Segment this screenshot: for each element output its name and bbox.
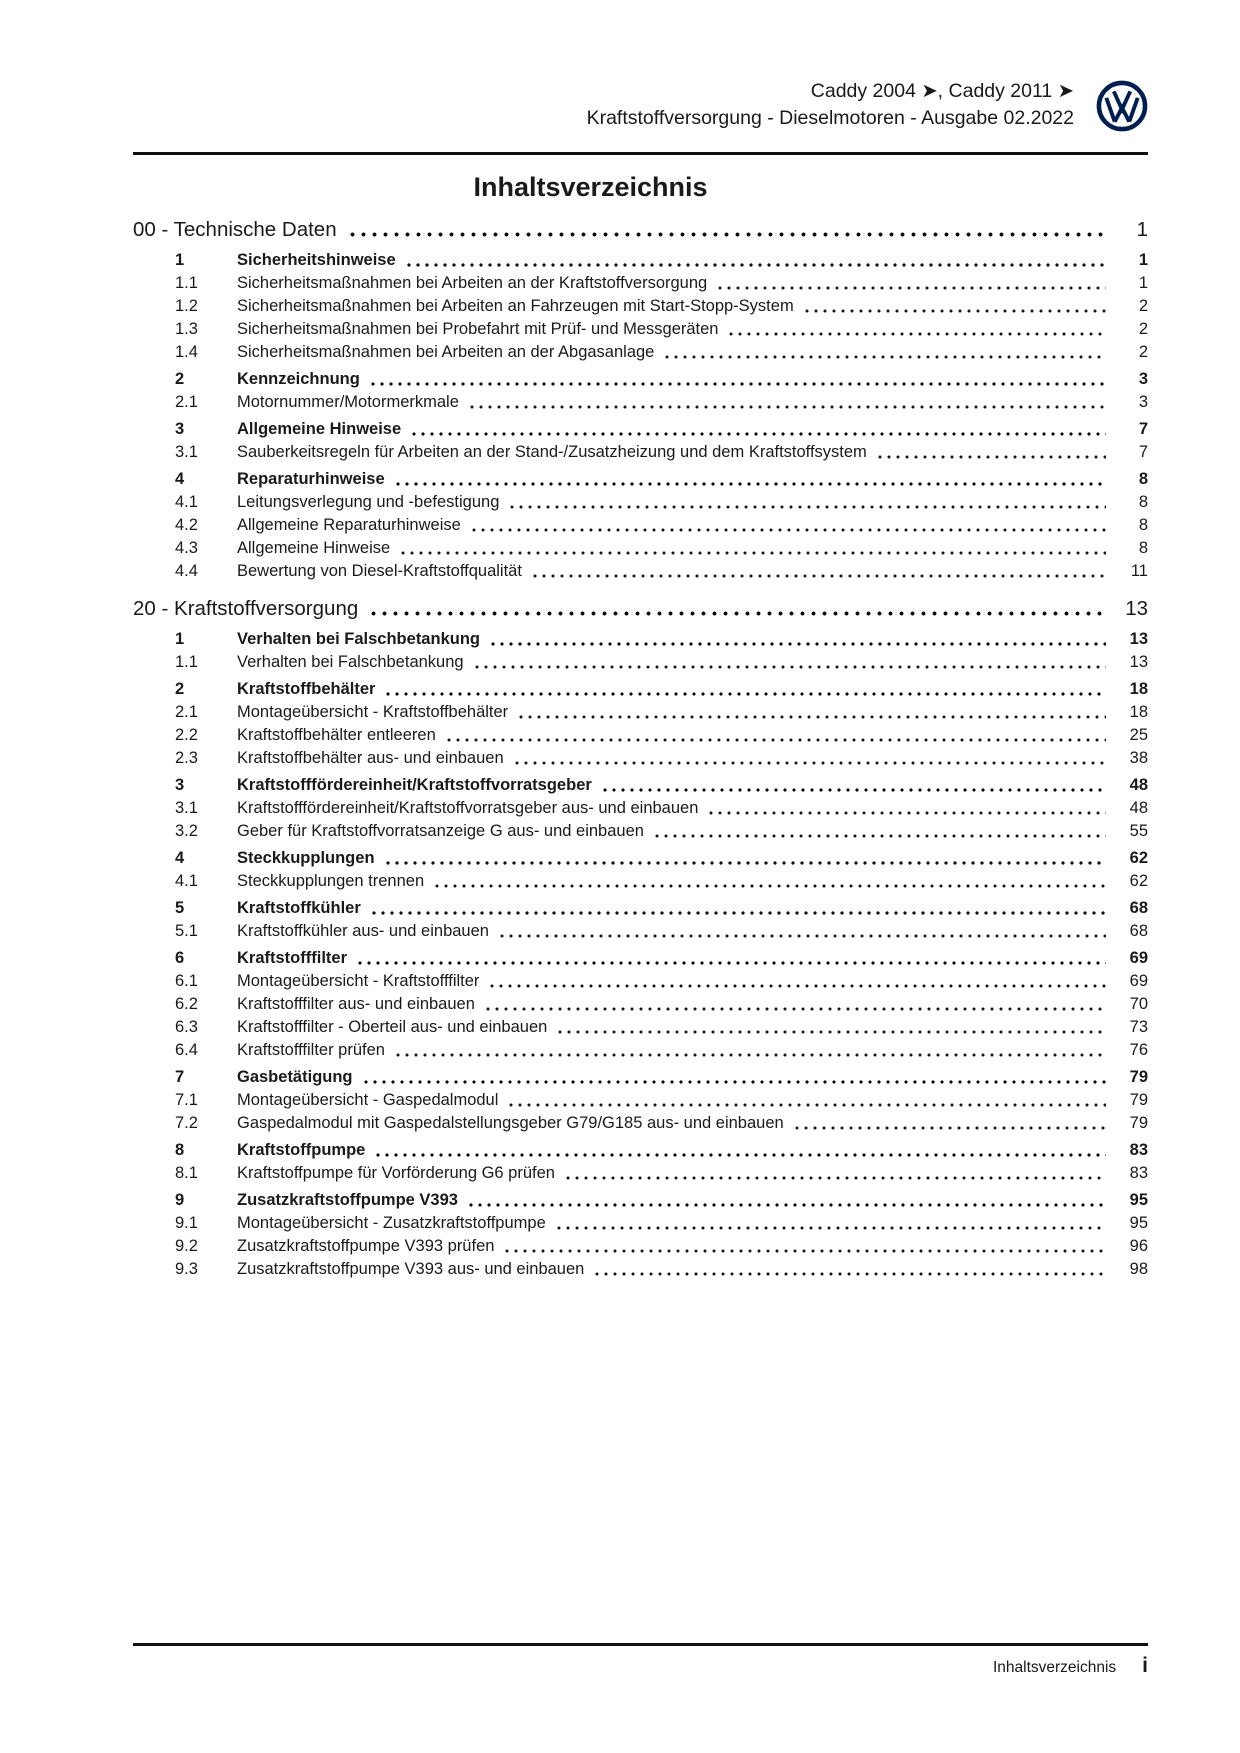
entry-page: 95: [1129, 1214, 1148, 1232]
toc-entry: [133, 1112, 1148, 1135]
entry-label: Sicherheitsmaßnahmen bei Arbeiten an der Abgasanlage: [237, 343, 655, 361]
entry-label: Kraftstoffkühler: [237, 899, 361, 917]
entry-page: 11: [1130, 562, 1148, 580]
toc-entry: [133, 391, 1148, 414]
entry-label: Zusatzkraftstoffpumpe V393 aus- und einbauen: [237, 1260, 585, 1278]
entry-label: Verhalten bei Falschbetankung: [237, 653, 464, 671]
dot-leader: [709, 810, 1106, 816]
entry-page: 18: [1129, 680, 1148, 698]
toc-entry: [133, 318, 1148, 341]
entry-page: 2: [1138, 343, 1148, 361]
toc-entry: [133, 249, 1148, 272]
entry-page: 79: [1129, 1068, 1148, 1086]
entry-num: 2.1: [175, 393, 198, 411]
entry-label: Sicherheitshinweise: [237, 251, 396, 269]
entry-page: 55: [1129, 822, 1148, 840]
entry-num: 5: [175, 899, 185, 917]
entry-page: 96: [1129, 1237, 1148, 1255]
entry-page: 76: [1129, 1041, 1148, 1059]
entry-label: Gaspedalmodul mit Gaspedalstellungsgeber G79/G185 aus- und einbauen: [237, 1114, 784, 1132]
entry-label: Kennzeichnung: [237, 370, 360, 388]
entry-num: 8.1: [175, 1164, 198, 1182]
entry-num: 4.1: [175, 872, 198, 890]
entry-page: 79: [1129, 1091, 1148, 1109]
entry-label: Sauberkeitsregeln für Arbeiten an der Stand-/Zusatzheizung und dem Kraftstoffsystem: [237, 443, 867, 461]
entry-page: 1: [1138, 251, 1148, 269]
entry-page: 95: [1129, 1191, 1148, 1209]
toc-entry: [133, 1258, 1148, 1281]
entry-label: Steckkupplungen trennen: [237, 872, 425, 890]
entry-num: 2.1: [175, 703, 198, 721]
entry-label: Allgemeine Hinweise: [237, 420, 402, 438]
entry-label: Zusatzkraftstoffpumpe V393: [237, 1191, 458, 1209]
entry-page: 70: [1129, 995, 1148, 1013]
footer-divider: [133, 1643, 1148, 1646]
entry-page: 3: [1138, 370, 1148, 388]
dot-leader: [364, 1079, 1106, 1085]
entry-num: 1.3: [175, 320, 198, 338]
dot-leader: [407, 262, 1106, 268]
entry-num: 3: [175, 420, 185, 438]
dot-leader: [401, 550, 1106, 556]
entry-page: 83: [1129, 1164, 1148, 1182]
entry-label: Kraftstofffilter: [237, 949, 347, 967]
entry-label: Kraftstofffilter prüfen: [237, 1041, 385, 1059]
dot-leader: [469, 1202, 1106, 1208]
entry-page: 8: [1138, 539, 1148, 557]
toc-chapter-row: [133, 217, 1148, 243]
toc-entry: [133, 678, 1148, 701]
toc-entry: [133, 514, 1148, 537]
dot-leader: [519, 714, 1106, 720]
dot-leader: [371, 381, 1106, 387]
entry-num: 1.1: [175, 274, 198, 292]
entry-page: 13: [1129, 630, 1148, 648]
entry-num: 9.1: [175, 1214, 198, 1232]
entry-label: Sicherheitsmaßnahmen bei Arbeiten an der Kraftstoffversorgung: [237, 274, 708, 292]
toc-entry: [133, 1016, 1148, 1039]
toc-entry: [133, 537, 1148, 560]
header-text: [587, 78, 1074, 132]
entry-label: Leitungsverlegung und -befestigung: [237, 493, 500, 511]
chapter-page: 1: [1136, 218, 1148, 241]
dot-leader: [486, 1006, 1106, 1012]
entry-page: 8: [1138, 493, 1148, 511]
header-divider: [133, 152, 1148, 155]
toc-entry: [133, 628, 1148, 651]
entry-num: 3.2: [175, 822, 198, 840]
page-title: Inhaltsverzeichnis: [473, 172, 708, 202]
entry-page: 68: [1129, 922, 1148, 940]
entry-label: Kraftstofffilter - Oberteil aus- und einbauen: [237, 1018, 548, 1036]
entry-label: Montageübersicht - Zusatzkraftstoffpumpe: [237, 1214, 546, 1232]
entry-num: 4.1: [175, 493, 198, 511]
entry-num: 2.2: [175, 726, 198, 744]
entry-label: Bewertung von Diesel-Kraftstoffqualität: [237, 562, 522, 580]
dot-leader: [470, 404, 1106, 410]
toc-entry: [133, 272, 1148, 295]
dot-leader: [566, 1175, 1106, 1181]
entry-num: 4: [175, 849, 185, 867]
entry-label: Sicherheitsmaßnahmen bei Probefahrt mit Prüf- und Messgeräten: [237, 320, 719, 338]
entry-label: Kraftstofffilter aus- und einbauen: [237, 995, 475, 1013]
entry-page: 69: [1129, 949, 1148, 967]
entry-page: 2: [1138, 320, 1148, 338]
dot-leader: [505, 1248, 1106, 1254]
dot-leader: [510, 504, 1106, 510]
entry-num: 2: [175, 680, 185, 698]
entry-label: Kraftstoffkühler aus- und einbauen: [237, 922, 489, 940]
dot-leader: [500, 933, 1106, 939]
entry-page: 2: [1138, 297, 1148, 315]
entry-label: Montageübersicht - Kraftstofffilter: [237, 972, 480, 990]
entry-label: Verhalten bei Falschbetankung: [237, 630, 480, 648]
entry-label: Kraftstoffpumpe: [237, 1141, 366, 1159]
dot-leader: [475, 664, 1106, 670]
dot-leader: [396, 1052, 1106, 1058]
entry-page: 3: [1138, 393, 1148, 411]
entry-page: 98: [1129, 1260, 1148, 1278]
toc-entry: [133, 724, 1148, 747]
header-model-line: Caddy 2004 ➤, Caddy 2011 ➤: [810, 80, 1074, 102]
footer-page-number: i: [1142, 1654, 1148, 1677]
entry-page: 8: [1138, 516, 1148, 534]
dot-leader: [515, 760, 1106, 766]
page-footer: [133, 1643, 1148, 1679]
page-header: [0, 0, 1240, 137]
toc-chapter-row: [133, 596, 1148, 622]
dot-leader: [878, 454, 1106, 460]
toc-entry: [133, 1089, 1148, 1112]
toc-entry: [133, 870, 1148, 893]
chapter-label: 00 - Technische Daten: [133, 218, 337, 241]
toc-entry: [133, 295, 1148, 318]
entry-label: Kraftstoffbehälter aus- und einbauen: [237, 749, 504, 767]
dot-leader: [412, 431, 1106, 437]
toc-entry: [133, 920, 1148, 943]
toc-entry: [133, 468, 1148, 491]
toc-entry: [133, 1212, 1148, 1235]
toc-entry: [133, 368, 1148, 391]
entry-page: 25: [1129, 726, 1148, 744]
entry-label: Kraftstoffbehälter: [237, 680, 376, 698]
toc-entry: [133, 1139, 1148, 1162]
entry-num: 9: [175, 1191, 185, 1209]
entry-page: 1: [1138, 274, 1148, 292]
dot-leader: [472, 527, 1106, 533]
entry-num: 6.4: [175, 1041, 198, 1059]
vw-logo-icon: [1096, 80, 1148, 137]
dot-leader: [805, 308, 1106, 314]
entry-label: Allgemeine Hinweise: [237, 539, 391, 557]
entry-num: 6.2: [175, 995, 198, 1013]
toc-entry: [133, 747, 1148, 770]
header-subject-line: Kraftstoffversorgung - Dieselmotoren - Ausgabe 02.2022: [586, 107, 1074, 129]
entry-label: Motornummer/Motormerkmale: [237, 393, 459, 411]
entry-label: Gasbetätigung: [237, 1068, 353, 1086]
entry-num: 3: [175, 776, 185, 794]
dot-leader: [595, 1271, 1106, 1277]
dot-leader: [358, 960, 1106, 966]
entry-page: 18: [1129, 703, 1148, 721]
toc-entry: [133, 993, 1148, 1016]
toc-entry: [133, 774, 1148, 797]
dot-leader: [603, 787, 1106, 793]
entry-page: 62: [1129, 872, 1148, 890]
toc-entry: [133, 1039, 1148, 1062]
entry-num: 4.2: [175, 516, 198, 534]
entry-num: 5.1: [175, 922, 198, 940]
toc-entry: [133, 797, 1148, 820]
dot-leader: [491, 641, 1106, 647]
entry-label: Kraftstoffbehälter entleeren: [237, 726, 436, 744]
toc-entry: [133, 491, 1148, 514]
dot-leader: [386, 860, 1106, 866]
chapter-label: 20 - Kraftstoffversorgung: [133, 597, 359, 620]
entry-label: Kraftstoffpumpe für Vorförderung G6 prüfen: [237, 1164, 555, 1182]
entry-num: 1: [175, 630, 185, 648]
dot-leader: [350, 231, 1103, 238]
dot-leader: [718, 285, 1106, 291]
entry-page: 79: [1129, 1114, 1148, 1132]
entry-num: 3.1: [175, 799, 198, 817]
entry-num: 8: [175, 1141, 185, 1159]
dot-leader: [490, 983, 1106, 989]
entry-page: 7: [1138, 420, 1148, 438]
dot-leader: [795, 1125, 1106, 1131]
dot-leader: [372, 910, 1106, 916]
entry-num: 7.1: [175, 1091, 198, 1109]
entry-page: 38: [1129, 749, 1148, 767]
entry-label: Steckkupplungen: [237, 849, 375, 867]
entry-label: Kraftstofffördereinheit/Kraftstoffvorratsgeber: [237, 776, 592, 794]
entry-label: Montageübersicht - Kraftstoffbehälter: [237, 703, 509, 721]
entry-num: 6.3: [175, 1018, 198, 1036]
entry-label: Zusatzkraftstoffpumpe V393 prüfen: [237, 1237, 495, 1255]
entry-page: 83: [1129, 1141, 1148, 1159]
entry-num: 3.1: [175, 443, 198, 461]
entry-num: 2.3: [175, 749, 198, 767]
entry-page: 48: [1129, 799, 1148, 817]
entry-page: 13: [1129, 653, 1148, 671]
toc-entry: [133, 441, 1148, 464]
entry-page: 68: [1129, 899, 1148, 917]
entry-label: Allgemeine Reparaturhinweise: [237, 516, 461, 534]
entry-page: 7: [1138, 443, 1148, 461]
toc-entry: [133, 947, 1148, 970]
toc-entry: [133, 1235, 1148, 1258]
toc-entry: [133, 820, 1148, 843]
dot-leader: [435, 883, 1106, 889]
toc-entry: [133, 847, 1148, 870]
entry-label: Sicherheitsmaßnahmen bei Arbeiten an Fahrzeugen mit Start-Stopp-System: [237, 297, 794, 315]
entry-num: 7: [175, 1068, 185, 1086]
dot-leader: [557, 1225, 1106, 1231]
dot-leader: [558, 1029, 1106, 1035]
entry-page: 69: [1129, 972, 1148, 990]
entry-page: 8: [1138, 470, 1148, 488]
toc-entry: [133, 1066, 1148, 1089]
entry-num: 2: [175, 370, 185, 388]
footer-label: Inhaltsverzeichnis: [992, 1659, 1117, 1676]
entry-page: 48: [1129, 776, 1148, 794]
toc-entry: [133, 1162, 1148, 1185]
chapter-page: 13: [1125, 597, 1148, 620]
entry-label: Montageübersicht - Gaspedalmodul: [237, 1091, 499, 1109]
toc-entry: [133, 897, 1148, 920]
entry-num: 9.3: [175, 1260, 198, 1278]
entry-num: 4: [175, 470, 185, 488]
entry-num: 1: [175, 251, 185, 269]
entry-num: 7.2: [175, 1114, 198, 1132]
entry-num: 1.1: [175, 653, 198, 671]
dot-leader: [376, 1152, 1106, 1158]
entry-num: 9.2: [175, 1237, 198, 1255]
entry-num: 6: [175, 949, 185, 967]
dot-leader: [729, 331, 1106, 337]
entry-label: Kraftstofffördereinheit/Kraftstoffvorratsgeber aus- und einbauen: [237, 799, 699, 817]
dot-leader: [386, 691, 1106, 697]
toc-entry: [133, 418, 1148, 441]
entry-num: 6.1: [175, 972, 198, 990]
toc-entry: [133, 701, 1148, 724]
toc: [133, 217, 1148, 1281]
toc-entry: [133, 560, 1148, 583]
entry-page: 62: [1129, 849, 1148, 867]
dot-leader: [509, 1102, 1106, 1108]
entry-num: 1.2: [175, 297, 198, 315]
dot-leader: [396, 481, 1106, 487]
entry-label: Reparaturhinweise: [237, 470, 385, 488]
dot-leader: [371, 610, 1103, 617]
dot-leader: [665, 354, 1106, 360]
entry-num: 4.4: [175, 562, 198, 580]
entry-label: Geber für Kraftstoffvorratsanzeige G aus- und einbauen: [237, 822, 644, 840]
toc-entry: [133, 970, 1148, 993]
entry-page: 73: [1129, 1018, 1148, 1036]
toc-entry: [133, 1189, 1148, 1212]
toc-entry: [133, 341, 1148, 364]
dot-leader: [447, 737, 1106, 743]
entry-num: 1.4: [175, 343, 198, 361]
toc-entry: [133, 651, 1148, 674]
dot-leader: [655, 833, 1106, 839]
dot-leader: [533, 573, 1106, 579]
entry-num: 4.3: [175, 539, 198, 557]
